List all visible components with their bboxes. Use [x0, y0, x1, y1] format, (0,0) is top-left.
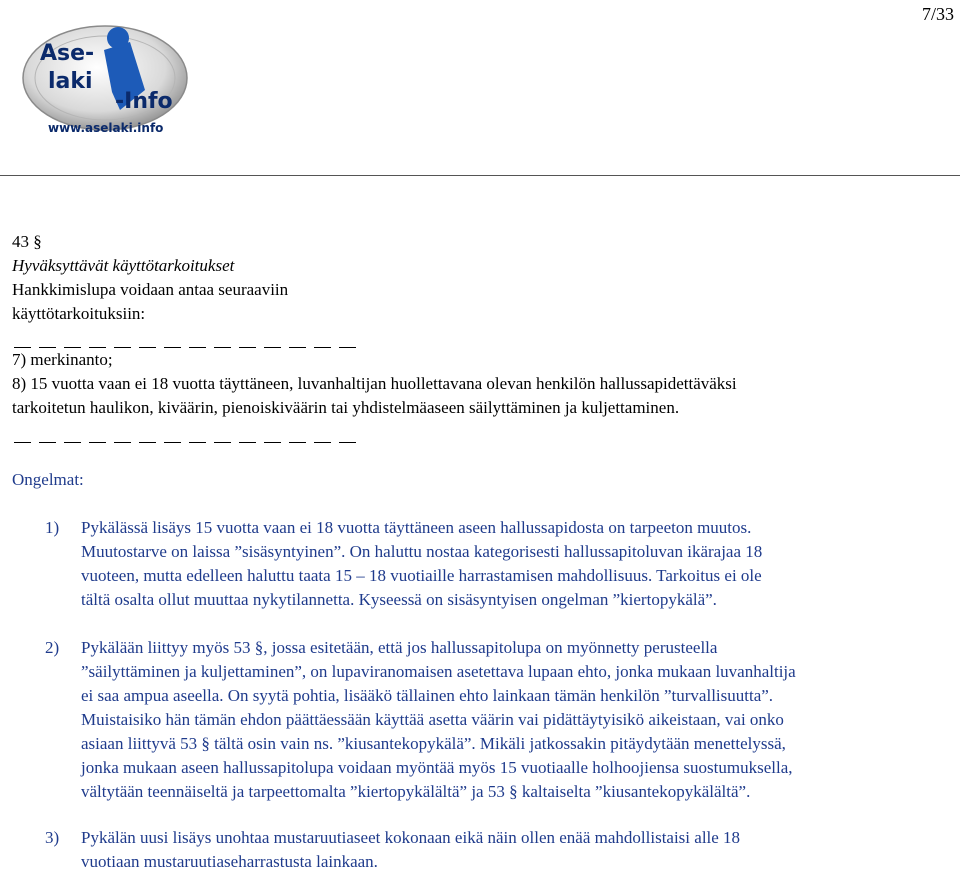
- problems-heading: Ongelmat:: [12, 470, 84, 489]
- item-7: 7) merkinanto;: [12, 350, 113, 369]
- intro-line-1: Hankkimislupa voidaan antaa seuraaviin: [12, 280, 289, 299]
- problem-number: 2): [45, 638, 60, 657]
- section-title: Hyväksyttävät käyttötarkoitukset: [12, 256, 235, 275]
- omission-dashes-2: [14, 429, 364, 439]
- section-heading: [12, 230, 42, 254]
- page-number: 7/33: [921, 4, 954, 24]
- logo-text-1: Ase-: [40, 41, 95, 66]
- section-number: 43: [12, 232, 29, 251]
- problem-item-1: [45, 516, 955, 612]
- logo-text-2: laki: [48, 69, 93, 94]
- section-symbol: §: [33, 232, 42, 251]
- aselaki-info-logo: [20, 20, 195, 140]
- problem-line: Muistaisiko hän tämän ehdon päättäessään käyttää asetta väärin vai pidättäytyisikö aikeistaan, vai onko: [81, 710, 784, 729]
- problem-line: vuotiaan mustaruutiaseharrastusta lainkaan.: [81, 852, 378, 871]
- problem-line: Pykälässä lisäys 15 vuotta vaan ei 18 vuotta täyttäneen aseen hallussapidosta on tarpeeton muutos.: [81, 518, 752, 537]
- problem-line: ei saa ampua aseella. On syytä pohtia, lisääkö tällainen ehto lainkaan tämän henkilön ”turvallisuutta”.: [81, 686, 774, 705]
- intro-line-2: käyttötarkoituksiin:: [12, 304, 146, 323]
- item-8-line-2: tarkoitetun haulikon, kiväärin, pienoiskiväärin tai yhdistelmäaseen säilyttäminen ja kuljettaminen.: [12, 398, 680, 417]
- problem-line: Pykälään liittyy myös 53 §, jossa esitetään, että jos hallussapitolupa on myönnetty perusteella: [81, 638, 718, 657]
- problem-item-2: [45, 636, 955, 804]
- problem-number: 1): [45, 518, 60, 537]
- problem-number: 3): [45, 828, 60, 847]
- omission-dashes: [14, 334, 364, 344]
- problem-line: vältytään teennäiseltä ja tarpeettomalta ”kiertopykälältä” ja 53 § kaltaiselta ”kiusantekopykälältä”.: [81, 782, 751, 801]
- problem-item-3: [45, 826, 955, 874]
- header-divider: [0, 175, 960, 176]
- item-8-line-1: 8) 15 vuotta vaan ei 18 vuotta täyttäneen, luvanhaltijan huollettavana olevan henkilön hallussapidettäväksi: [12, 374, 737, 393]
- problem-line: ”säilyttäminen ja kuljettaminen”, on lupaviranomaisen asetettava lupaan ehto, jonka mukaan luvanhaltija: [81, 662, 796, 681]
- logo-url: www.aselaki.info: [48, 121, 164, 135]
- problem-line: Pykälän uusi lisäys unohtaa mustaruutiaseet kokonaan eikä näin ollen enää mahdollistaisi alle 18: [81, 828, 741, 847]
- logo-text-3: -Info: [115, 89, 173, 114]
- problem-line: Muutostarve on laissa ”sisäsyntyinen”. On haluttu nostaa kategorisesti hallussapitoluvan ikärajaa 18: [81, 542, 763, 561]
- problem-line: tältä osalta ollut muuttaa nykytilannetta. Kyseessä on sisäsyntyisen ongelman ”kiertopykälä”.: [81, 590, 717, 609]
- problem-line: jonka mukaan aseen hallussapitolupa voidaan myöntää myös 15 vuotiaalle holhoojiensa suostumuksella,: [81, 758, 793, 777]
- problem-line: vuoteen, mutta edelleen haluttu taata 15 – 18 vuotiaille harrastamisen mahdollisuus. Tarkoitus ei ole: [81, 566, 762, 585]
- problem-line: asiaan liittyvä 53 § tältä osin vain ns. ”kiusantekopykälä”. Mikäli jatkossakin pitäydytään menettelyssä,: [81, 734, 786, 753]
